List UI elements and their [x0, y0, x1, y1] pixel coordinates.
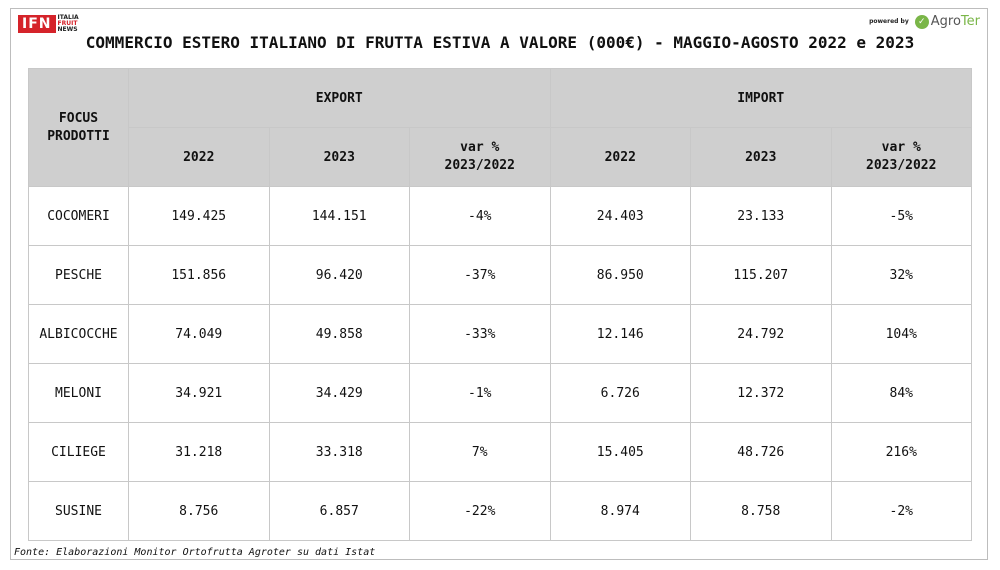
cell-product: ALBICOCCHE	[29, 305, 129, 364]
agroter-leaf-icon: ✓	[915, 15, 929, 29]
table-row	[29, 246, 972, 305]
cell-product: MELONI	[29, 364, 129, 423]
row-header-cell	[29, 69, 129, 187]
cell-import-var: 32%	[831, 246, 972, 305]
table-row	[29, 482, 972, 541]
cell-export-2023: 33.318	[269, 423, 410, 482]
cell-import-var: -5%	[831, 187, 972, 246]
cell-export-2022: 31.218	[129, 423, 270, 482]
row-header-label: FOCUS PRODOTTI	[47, 110, 110, 144]
agroter-logo-text: AgroTer	[930, 14, 980, 29]
cell-export-2023: 34.429	[269, 364, 410, 423]
ifn-logo	[18, 14, 79, 34]
cell-product: SUSINE	[29, 482, 129, 541]
ifn-logo-mark: IFN	[18, 15, 56, 33]
cell-import-2023: 8.758	[691, 482, 832, 541]
cell-product: PESCHE	[29, 246, 129, 305]
cell-export-2022: 8.756	[129, 482, 270, 541]
import-col-var: var % 2023/2022	[831, 128, 972, 187]
table-row	[29, 305, 972, 364]
logo-sub-line-2: FRUIT	[57, 20, 78, 27]
export-col-var: var % 2023/2022	[410, 128, 551, 187]
export-col-2022: 2022	[129, 128, 270, 187]
cell-import-2023: 24.792	[691, 305, 832, 364]
table-row	[29, 364, 972, 423]
table-row	[29, 187, 972, 246]
cell-export-var: -33%	[410, 305, 551, 364]
cell-export-2023: 6.857	[269, 482, 410, 541]
cell-import-2023: 115.207	[691, 246, 832, 305]
cell-export-var: -1%	[410, 364, 551, 423]
export-group-header: EXPORT	[129, 69, 551, 128]
logo-sub-line-1: ITALIA	[57, 14, 79, 21]
cell-product: CILIEGE	[29, 423, 129, 482]
cell-import-2022: 24.403	[550, 187, 691, 246]
cell-export-var: -37%	[410, 246, 551, 305]
ifn-logo-subtitle	[58, 15, 79, 33]
cell-product: COCOMERI	[29, 187, 129, 246]
powered-by-agroter	[869, 14, 980, 29]
cell-export-2023: 144.151	[269, 187, 410, 246]
cell-export-var: -22%	[410, 482, 551, 541]
cell-export-2023: 96.420	[269, 246, 410, 305]
cell-import-var: -2%	[831, 482, 972, 541]
cell-import-2022: 15.405	[550, 423, 691, 482]
cell-import-2023: 23.133	[691, 187, 832, 246]
cell-export-2022: 149.425	[129, 187, 270, 246]
cell-export-2022: 74.049	[129, 305, 270, 364]
cell-import-2022: 8.974	[550, 482, 691, 541]
import-col-2023: 2023	[691, 128, 832, 187]
cell-import-2023: 48.726	[691, 423, 832, 482]
cell-import-2022: 12.146	[550, 305, 691, 364]
cell-export-var: -4%	[410, 187, 551, 246]
source-note: Fonte: Elaborazioni Monitor Ortofrutta Agroter su dati Istat	[14, 547, 376, 558]
powered-by-label: powered by	[869, 18, 909, 25]
logo-sub-line-3: NEWS	[57, 26, 78, 33]
export-col-2023: 2023	[269, 128, 410, 187]
import-group-header: IMPORT	[550, 69, 972, 128]
cell-export-2022: 151.856	[129, 246, 270, 305]
table-row	[29, 423, 972, 482]
table-title: COMMERCIO ESTERO ITALIANO DI FRUTTA ESTIVA A VALORE (000€) - MAGGIO-AGOSTO 2022 e 2023	[85, 33, 915, 52]
cell-import-2022: 86.950	[550, 246, 691, 305]
trade-table	[28, 68, 972, 541]
cell-import-2022: 6.726	[550, 364, 691, 423]
cell-export-2023: 49.858	[269, 305, 410, 364]
cell-import-var: 84%	[831, 364, 972, 423]
cell-import-var: 104%	[831, 305, 972, 364]
cell-export-2022: 34.921	[129, 364, 270, 423]
import-col-2022: 2022	[550, 128, 691, 187]
cell-export-var: 7%	[410, 423, 551, 482]
cell-import-var: 216%	[831, 423, 972, 482]
cell-import-2023: 12.372	[691, 364, 832, 423]
table-body	[29, 187, 972, 541]
